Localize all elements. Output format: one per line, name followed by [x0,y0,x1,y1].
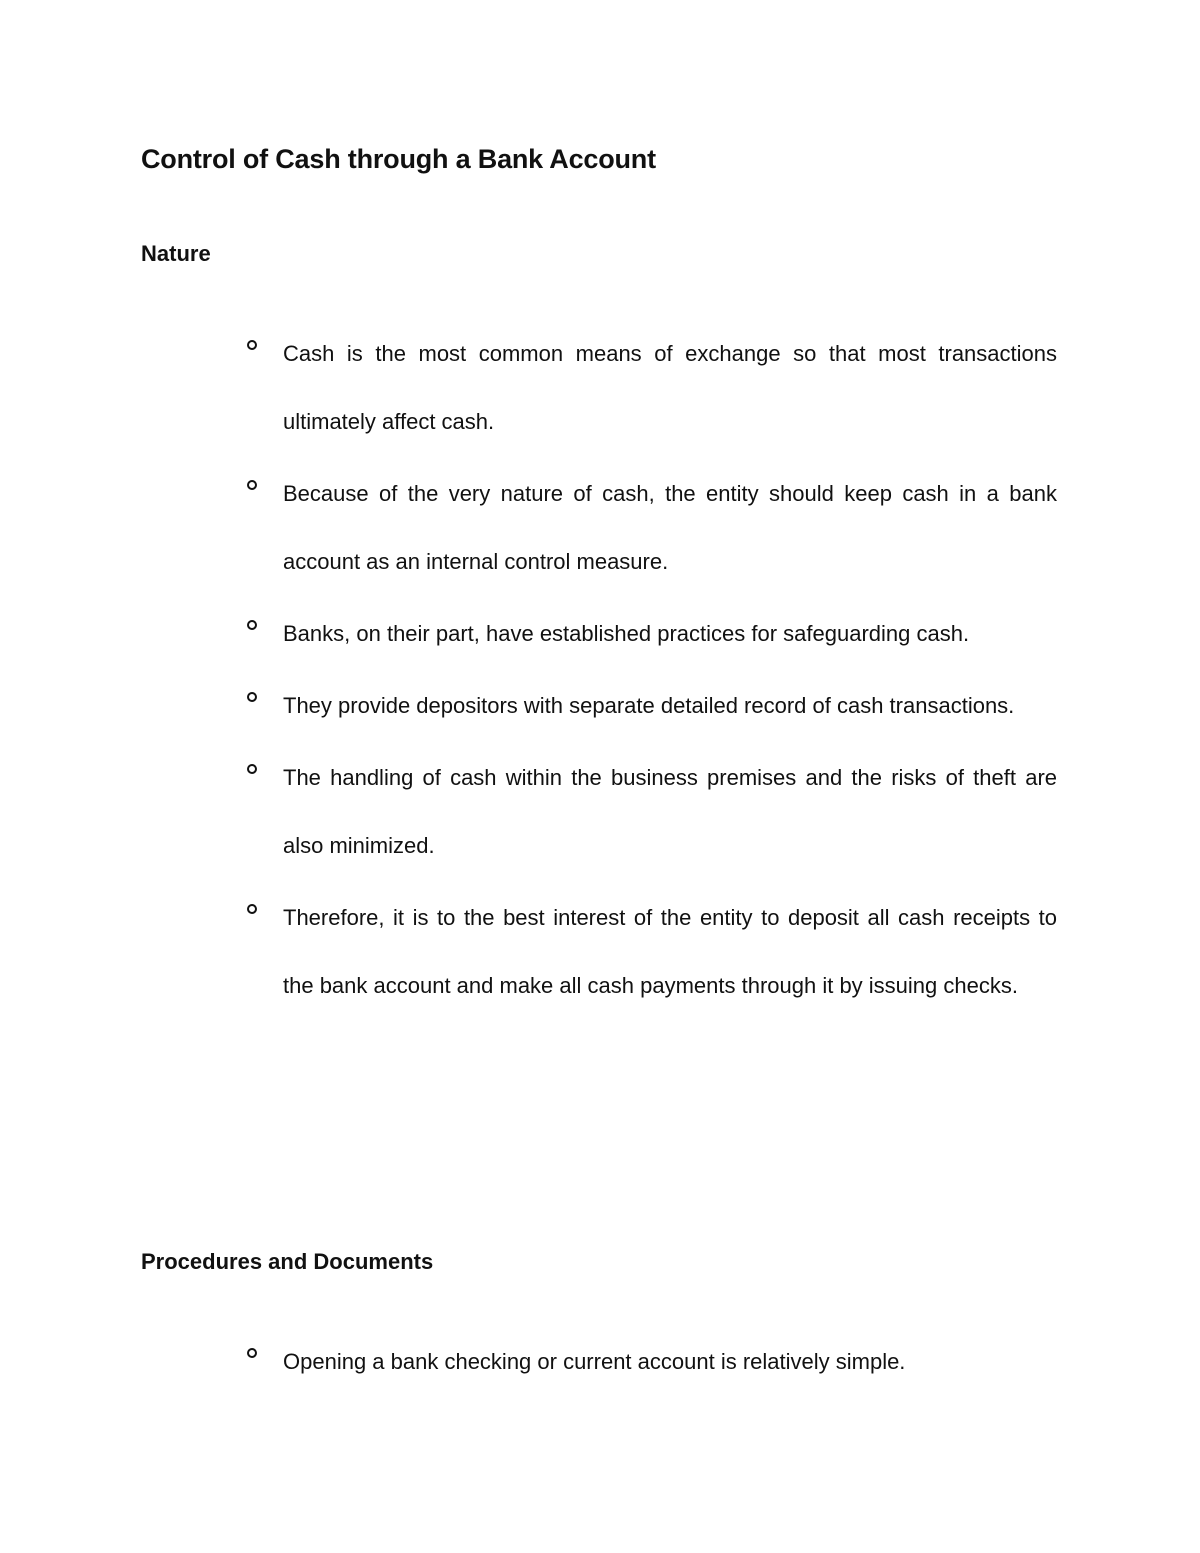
hollow-circle-bullet-icon [247,904,257,914]
list-item [0,320,1200,456]
section-heading-nature: Nature [141,241,211,266]
list-item [0,672,1200,740]
bullet-text: Because of the very nature of cash, the entity should keep cash in a bank account as an internal control measure. [283,481,1057,574]
bullet-text: The handling of cash within the business premises and the risks of theft are also minimized. [283,765,1057,858]
hollow-circle-bullet-icon [247,1348,257,1358]
bullet-text: Therefore, it is to the best interest of the entity to deposit all cash receipts to the bank account and make all cash payments through it by issuing checks. [283,905,1057,998]
hollow-circle-bullet-icon [247,620,257,630]
hollow-circle-bullet-icon [247,340,257,350]
bullet-text: Opening a bank checking or current account is relatively simple. [283,1349,906,1374]
list-item [0,460,1200,596]
bullet-text: Cash is the most common means of exchange so that most transactions ultimately affect cash. [283,341,1057,434]
nature-bullet-list [0,320,1200,1024]
bullet-text: Banks, on their part, have established practices for safeguarding cash. [283,621,970,646]
document-title: Control of Cash through a Bank Account [141,144,656,174]
bullet-text: They provide depositors with separate detailed record of cash transactions. [283,693,1015,718]
list-item [0,744,1200,880]
list-item [0,884,1200,1020]
procedures-bullet-list [0,1328,1200,1400]
hollow-circle-bullet-icon [247,764,257,774]
list-item [0,1328,1200,1396]
section-heading-procedures: Procedures and Documents [141,1249,434,1274]
hollow-circle-bullet-icon [247,692,257,702]
list-item [0,600,1200,668]
hollow-circle-bullet-icon [247,480,257,490]
